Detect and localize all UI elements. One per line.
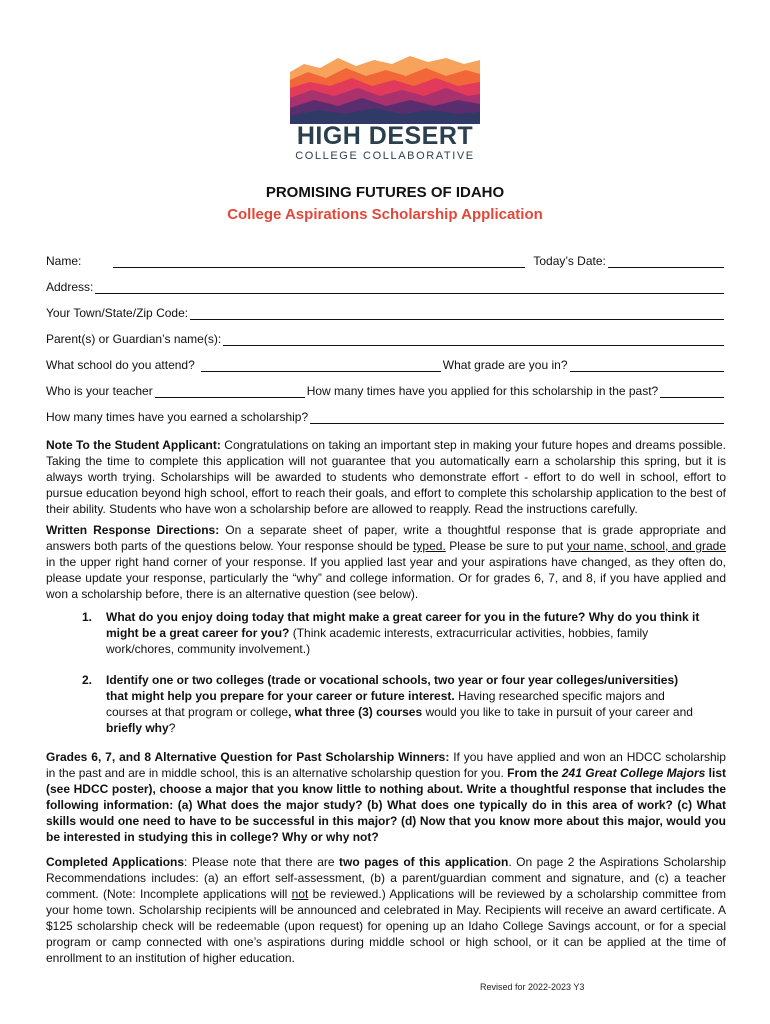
completed-heading: Completed Applications (46, 855, 185, 869)
completed-text-2: . On page 2 the Aspirations Scholarship Recommendations includes: (a) an effort self-assessment, (b) a parent/guardian comment and signature, and (c) a teacher comment. (Note: Incomplete applications will (46, 855, 726, 901)
date-label: Today’s Date: (533, 254, 606, 268)
document-subtitle: College Aspirations Scholarship Application (227, 206, 543, 223)
alternative-heading: Grades 6, 7, and 8 Alternative Question for Past Scholarship Winners: (46, 750, 450, 764)
alternative-question (46, 749, 726, 845)
completed-text-1: : Please note that there are (184, 855, 340, 869)
parent-label: Parent(s) or Guardian’s name(s): (46, 332, 222, 346)
applied-label: How many times have you applied for this scholarship in the past? (306, 384, 659, 398)
question-bold: What do you enjoy doing today that might make a great career for you in the future? Why do you think it might be a great career for you? (106, 610, 700, 640)
name-label: Name: (46, 254, 82, 268)
earned-label: How many times have you earned a scholarship? (46, 410, 309, 424)
alternative-bold-1: From the (507, 766, 562, 780)
written-directions (46, 522, 726, 602)
logo-subtitle: COLLEGE COLLABORATIVE (295, 150, 475, 162)
completed-not: not (291, 887, 309, 901)
note-paragraph (46, 437, 726, 517)
question-text: (Think academic interests, extracurricular activities, hobbies, family work/chores, community involvement.) (106, 626, 649, 656)
mountain-logo-icon (290, 54, 480, 124)
town-row (46, 304, 726, 320)
question-text: Having researched specific majors and courses at that program or college (106, 689, 665, 719)
alternative-italic: 241 Great College Majors (561, 766, 706, 780)
school-field[interactable] (201, 358, 441, 372)
name-field[interactable] (113, 254, 525, 268)
completed-bold: two pages of this application (339, 855, 509, 869)
alternative-bold-2: list (see HDCC poster), choose a major that you know little to nothing about. Write a thoughtful response that includes the following information: (a) What does the major study? (b) What does one typically do in this area of work? (c) What skills would one need to have to be successful in this major? (d) Now that you know more about this major, would you be interested in studying this in college? Why or why not? (46, 766, 726, 844)
question-text-2: would you like to take in pursuit of your career and (422, 705, 693, 719)
earned-row (46, 408, 726, 424)
note-heading: Note To the Student Applicant: (46, 438, 221, 452)
earned-field[interactable] (310, 410, 724, 424)
date-field[interactable] (608, 254, 724, 268)
town-field[interactable] (190, 306, 724, 320)
grade-field[interactable] (570, 358, 724, 372)
alternative-text: If you have applied and won an HDCC scholarship in the past and are in middle school, this is an alternative scholarship question for you. (46, 750, 726, 780)
parent-field[interactable] (223, 332, 724, 346)
question-text-3: ? (168, 721, 176, 735)
written-text-3: in the upper right hand corner of your response. If you applied last year and your aspirations have changed, as they often do, please update your response, particularly the “why” and college information. Or for grades 6, 7, and 8, if you have applied and won a scholarship before, there is an alternative question (see below). (46, 555, 726, 601)
question-bold: Identify one or two colleges (trade or vocational schools, two year or four year colleges/universities) that might help you prepare for your career or future interest. (106, 673, 679, 703)
document-title: PROMISING FUTURES OF IDAHO (265, 184, 505, 201)
completed-text-3: be reviewed.) Applications will be reviewed by a scholarship committee from your home town. Scholarship recipients will be announced and celebrated in May. Recipients will receive an award certificate. A $125 scholarship check will be redeemable (upon request) for opening up an Idaho College Savings account, or for a special program or camp connected with one’s aspirations during middle school or high school, or it can be applied at the time of enrollment to an institution of higher education. (46, 887, 726, 965)
name-row (46, 252, 726, 268)
written-heading: Written Response Directions: (46, 523, 220, 537)
note-text: Congratulations on taking an important step in making your future hopes and dreams possible. Taking the time to complete this application will not guarantee that you automatically earn a scholarship this spring, but it is always worth trying. Scholarships will be awarded to students who demonstrate effort - effort to do well in school, effort to pursue education beyond high school, effort to reach their goals, and effort to complete this scholarship application to the best of their ability. Students who have won a scholarship before are allowed to reapply. Read the instructions carefully. (46, 438, 726, 516)
question-number: 2. (82, 673, 93, 687)
address-label: Address: (46, 280, 94, 294)
address-field[interactable] (95, 280, 724, 294)
teacher-field[interactable] (155, 384, 305, 398)
completed-applications (46, 854, 726, 966)
school-label: What school do you attend? (46, 358, 195, 372)
question-bold-3: briefly why (106, 721, 169, 735)
grade-label: What grade are you in? (442, 358, 568, 372)
written-name-school-grade: your name, school, and grade (566, 539, 727, 553)
written-text-1: On a separate sheet of paper, write a thoughtful response that is grade appropriate and answers both parts of the questions below. Your response should be (46, 523, 727, 553)
applied-field[interactable] (660, 384, 724, 398)
teacher-row (46, 382, 726, 398)
question-2 (82, 672, 702, 736)
teacher-label: Who is your teacher (46, 384, 153, 398)
written-text-2: Please be sure to put (445, 539, 567, 553)
written-typed: typed. (413, 539, 446, 553)
question-number: 1. (82, 610, 93, 624)
revision-footer: Revised for 2022-2023 Y3 (480, 982, 585, 992)
school-row (46, 356, 726, 372)
logo (290, 54, 480, 162)
town-label: Your Town/State/Zip Code: (46, 306, 189, 320)
question-bold-2: , what three (3) courses (288, 705, 423, 719)
parent-row (46, 330, 726, 346)
logo-name: HIGH DESERT (296, 122, 474, 150)
address-row (46, 278, 726, 294)
question-1 (82, 609, 702, 657)
